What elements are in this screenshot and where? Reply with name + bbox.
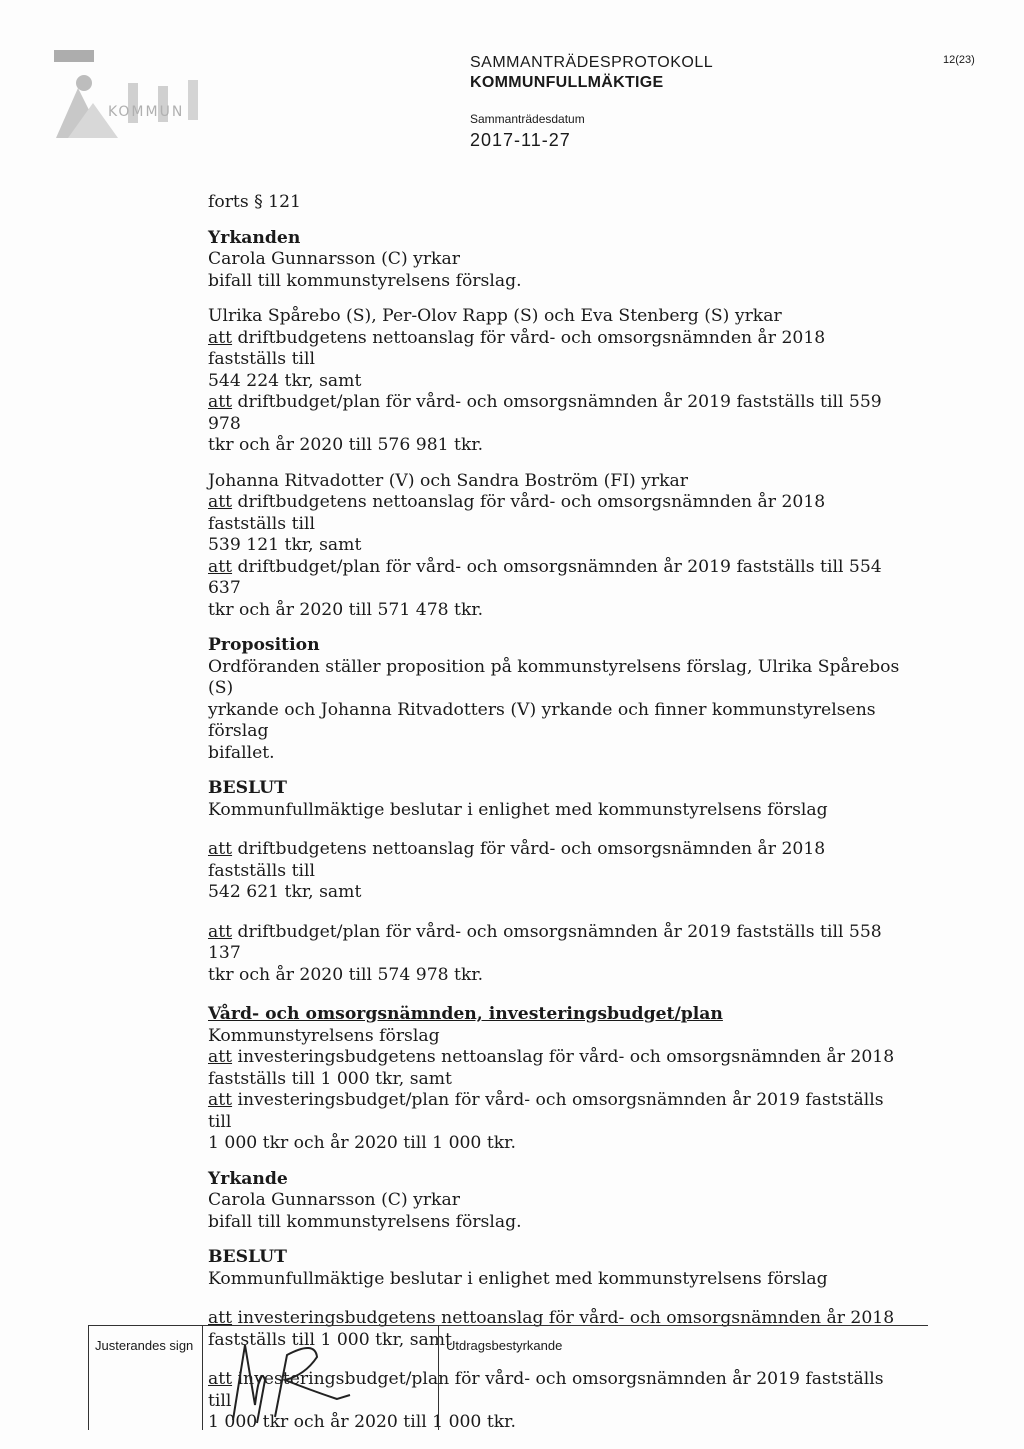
text-run: driftbudgetens nettoanslag för vård- och omsorgsnämnden år 2018 fastställs till bbox=[208, 327, 826, 369]
paragraph-line: tkr och år 2020 till 574 978 tkr. bbox=[208, 964, 484, 985]
paragraph-line: Kommunstyrelsens förslag bbox=[208, 1025, 440, 1046]
heading-beslut-2: BESLUT bbox=[208, 1247, 287, 1267]
att-word: att bbox=[208, 327, 233, 348]
paragraph-line: bifall till kommunstyrelsens förslag. bbox=[208, 270, 522, 291]
footer-rule bbox=[88, 1325, 928, 1326]
paragraph-line: Ulrika Spårebo (S), Per-Olov Rapp (S) och Eva Stenberg (S) yrkar bbox=[208, 306, 782, 326]
paragraph-line: bifallet. bbox=[208, 742, 275, 763]
paragraph-line: 544 224 tkr, samt bbox=[208, 370, 362, 391]
paragraph-line bbox=[208, 1308, 908, 1330]
protocol-body bbox=[208, 192, 908, 1434]
paragraph-line: yrkande och Johanna Ritvadotters (V) yrkande och finner kommunstyrelsens förslag bbox=[208, 699, 876, 741]
heading-proposition: Proposition bbox=[208, 635, 320, 655]
paragraph-line: 542 621 tkr, samt bbox=[208, 882, 362, 902]
paragraph-line: 1 000 tkr och år 2020 till 1 000 tkr. bbox=[208, 1412, 516, 1432]
justerandes-sign-label: Justerandes sign bbox=[95, 1338, 194, 1353]
heading-investment: Vård- och omsorgsnämnden, investeringsbudget/plan bbox=[208, 1004, 723, 1024]
paragraph-line: fastställs till 1 000 tkr, samt bbox=[208, 1329, 452, 1350]
paragraph-line: Kommunfullmäktige beslutar i enlighet med kommunstyrelsens förslag bbox=[208, 799, 828, 820]
utdragsbestyrkande-label: Utdragsbestyrkande bbox=[446, 1338, 563, 1353]
paragraph-line: Carola Gunnarsson (C) yrkar bbox=[208, 249, 460, 269]
footer-divider bbox=[88, 1325, 89, 1430]
text-run: investeringsbudgetens nettoanslag för vård- och omsorgsnämnden år 2018 bbox=[232, 1047, 895, 1067]
section-ref: forts § 121 bbox=[208, 192, 301, 212]
text-run: driftbudget/plan för vård- och omsorgsnämnden år 2019 fastställs till 558 137 bbox=[208, 921, 882, 963]
text-run: driftbudget/plan för vård- och omsorgsnämnden år 2019 fastställs till 559 978 bbox=[208, 392, 882, 434]
paragraph-line bbox=[208, 492, 908, 535]
att-word: att bbox=[208, 839, 233, 859]
text-run: driftbudgetens nettoanslag för vård- och omsorgsnämnden år 2018 fastställs till bbox=[208, 492, 826, 534]
paragraph-line: Kommunfullmäktige beslutar i enlighet med kommunstyrelsens förslag bbox=[208, 1268, 828, 1289]
att-word: att bbox=[208, 1047, 233, 1067]
page-number: 12(23) bbox=[943, 54, 975, 66]
paragraph-line: Ordföranden ställer proposition på kommunstyrelsens förslag, Ulrika Spårebos (S) bbox=[208, 656, 900, 698]
text-run: investeringsbudget/plan för vård- och omsorgsnämnden år 2019 fastställs till bbox=[208, 1090, 884, 1132]
paragraph-line: tkr och år 2020 till 576 981 tkr. bbox=[208, 435, 484, 455]
paragraph-line bbox=[208, 557, 908, 600]
heading-beslut: BESLUT bbox=[208, 778, 287, 798]
att-word: att bbox=[208, 392, 233, 412]
text-run: driftbudget/plan för vård- och omsorgsnämnden år 2019 fastställs till 554 637 bbox=[208, 556, 882, 598]
paragraph-line: fastställs till 1 000 tkr, samt bbox=[208, 1068, 452, 1089]
att-word: att bbox=[208, 492, 233, 512]
paragraph-line: 539 121 tkr, samt bbox=[208, 535, 362, 555]
paragraph-line bbox=[208, 392, 908, 435]
municipality-logo bbox=[48, 48, 218, 148]
meeting-date: 2017-11-27 bbox=[470, 130, 571, 150]
board-name: KOMMUNFULLMÄKTIGE bbox=[470, 74, 664, 91]
paragraph-line bbox=[208, 1047, 908, 1069]
paragraph-line: Johanna Ritvadotter (V) och Sandra Boström (FI) yrkar bbox=[208, 470, 688, 491]
att-word: att bbox=[208, 1308, 233, 1328]
paragraph-line bbox=[208, 328, 908, 371]
footer-divider bbox=[202, 1325, 203, 1430]
att-word: att bbox=[208, 1369, 233, 1389]
att-word: att bbox=[208, 1090, 233, 1110]
text-run: investeringsbudget/plan för vård- och omsorgsnämnden år 2019 fastställs till bbox=[208, 1369, 884, 1411]
paragraph-line bbox=[208, 1090, 908, 1133]
footer-divider bbox=[438, 1325, 439, 1430]
handwritten-signature bbox=[215, 1335, 355, 1425]
heading-yrkande: Yrkande bbox=[208, 1168, 288, 1189]
att-word: att bbox=[208, 921, 233, 942]
text-run: driftbudgetens nettoanslag för vård- och omsorgsnämnden år 2018 fastställs till bbox=[208, 839, 826, 881]
paragraph-line: Carola Gunnarsson (C) yrkar bbox=[208, 1190, 460, 1210]
date-label: Sammanträdesdatum bbox=[470, 112, 585, 126]
paragraph-line bbox=[208, 839, 908, 882]
paragraph-line: bifall till kommunstyrelsens förslag. bbox=[208, 1211, 522, 1232]
paragraph-line: tkr och år 2020 till 571 478 tkr. bbox=[208, 599, 484, 620]
text-run: investeringsbudgetens nettoanslag för vård- och omsorgsnämnden år 2018 bbox=[232, 1308, 895, 1328]
paragraph-line: 1 000 tkr och år 2020 till 1 000 tkr. bbox=[208, 1133, 516, 1153]
att-word: att bbox=[208, 556, 233, 577]
document-type: SAMMANTRÄDESPROTOKOLL bbox=[470, 54, 714, 71]
paragraph-line bbox=[208, 922, 908, 965]
heading-yrkanden: Yrkanden bbox=[208, 227, 301, 248]
logo-text: KOMMUN bbox=[108, 104, 185, 120]
